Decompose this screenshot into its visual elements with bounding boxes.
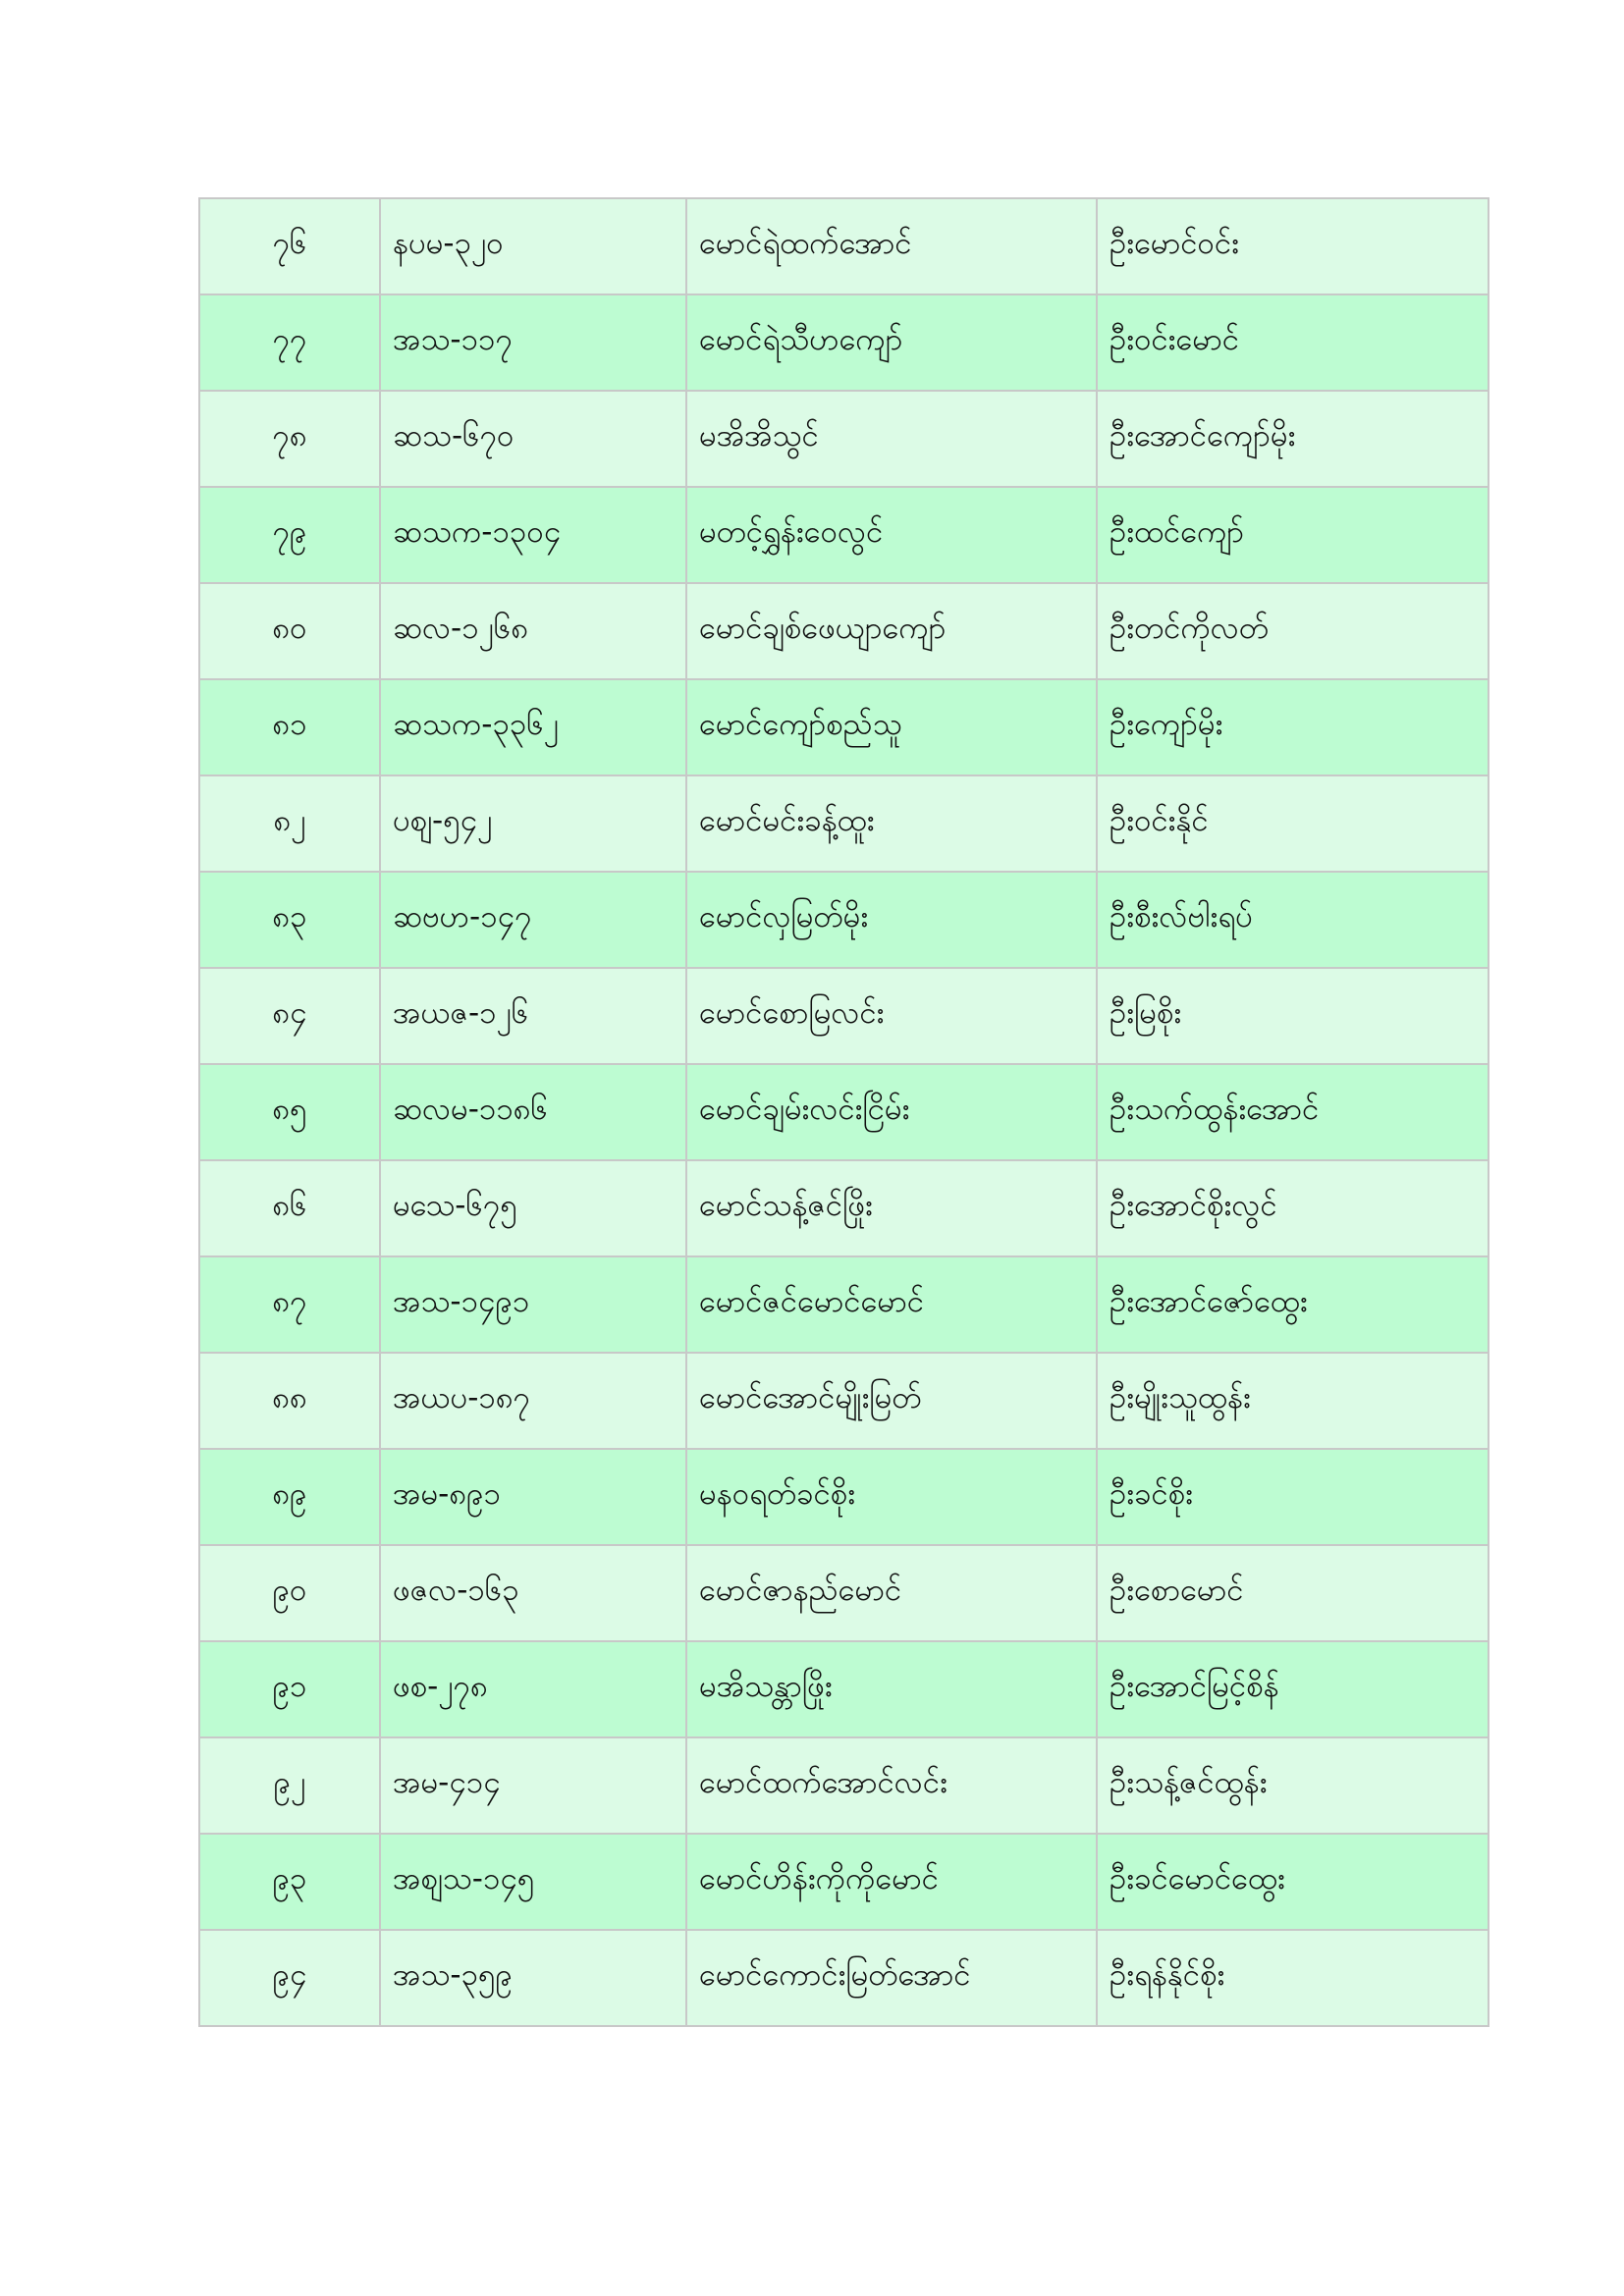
student-name: မောင်ချမ်းလင်းငြိမ်း [686, 1064, 1097, 1160]
table-row [199, 1256, 1489, 1353]
registration-id: မသေ-၆၇၅ [380, 1160, 686, 1256]
registration-id: အမ-၄၁၄ [380, 1737, 686, 1834]
table-row [199, 1545, 1489, 1641]
table-row [199, 1930, 1489, 2026]
table-row [199, 679, 1489, 775]
registration-id: ဆဗဟ-၁၄၇ [380, 872, 686, 968]
registration-id: အစျသ-၁၄၅ [380, 1834, 686, 1930]
table-row [199, 1641, 1489, 1737]
row-number: ၈၅ [199, 1064, 380, 1160]
roster-body [199, 198, 1489, 2026]
student-name: မောင်ရဲသီဟကျော် [686, 294, 1097, 391]
student-name: မနဝရတ်ခင်စိုး [686, 1449, 1097, 1545]
table-row [199, 487, 1489, 583]
row-number: ၈၄ [199, 968, 380, 1064]
row-number: ၉၃ [199, 1834, 380, 1930]
registration-id: အယပ-၁၈၇ [380, 1353, 686, 1449]
table-row [199, 391, 1489, 487]
row-number: ၇၉ [199, 487, 380, 583]
table-row [199, 1353, 1489, 1449]
row-number: ၈၇ [199, 1256, 380, 1353]
table-row [199, 1160, 1489, 1256]
student-name: မောင်ချစ်ဖေယျာကျော် [686, 583, 1097, 679]
table-row [199, 775, 1489, 872]
registration-id: ဆလ-၁၂၆၈ [380, 583, 686, 679]
registration-id: ဆလမ-၁၁၈၆ [380, 1064, 686, 1160]
table-row [199, 583, 1489, 679]
student-name: မောင်ဟိန်းကိုကိုမောင် [686, 1834, 1097, 1930]
row-number: ၉၀ [199, 1545, 380, 1641]
registration-id: ဖဇလ-၁၆၃ [380, 1545, 686, 1641]
father-name: ဦးစီးလ်ဗါးရပ် [1097, 872, 1489, 968]
father-name: ဦးသန့်ဇင်ထွန်း [1097, 1737, 1489, 1834]
student-name: မောင်ကောင်းမြတ်အောင် [686, 1930, 1097, 2026]
father-name: ဦးထင်ကျော် [1097, 487, 1489, 583]
student-name: မောင်ဇာနည်မောင် [686, 1545, 1097, 1641]
student-name: မောင်သန့်ဇင်ဖြိုး [686, 1160, 1097, 1256]
student-name: မအိသန္တာဖြိုး [686, 1641, 1097, 1737]
registration-id: နပမ-၃၂၀ [380, 198, 686, 294]
row-number: ၈၉ [199, 1449, 380, 1545]
row-number: ၇၇ [199, 294, 380, 391]
registration-id: အယဇ-၁၂၆ [380, 968, 686, 1064]
father-name: ဦးသက်ထွန်းအောင် [1097, 1064, 1489, 1160]
row-number: ၈၆ [199, 1160, 380, 1256]
registration-id: အသ-၁၁၇ [380, 294, 686, 391]
row-number: ၈၃ [199, 872, 380, 968]
table-row [199, 968, 1489, 1064]
student-name: မတင့်ရွှန်းဝေလွင် [686, 487, 1097, 583]
student-name: မောင်ရဲထက်အောင် [686, 198, 1097, 294]
father-name: ဦးဝင်းမောင် [1097, 294, 1489, 391]
registration-id: အသ-၃၅၉ [380, 1930, 686, 2026]
student-name: မောင်လှမြတ်မိုး [686, 872, 1097, 968]
registration-id: ဆသက-၁၃၀၄ [380, 487, 686, 583]
table-row [199, 1449, 1489, 1545]
registration-id: ဆသက-၃၃၆၂ [380, 679, 686, 775]
father-name: ဦးတင်ကိုလတ် [1097, 583, 1489, 679]
roster-table [198, 197, 1489, 2027]
student-name: မောင်စောမြလင်း [686, 968, 1097, 1064]
registration-id: အသ-၁၄၉၁ [380, 1256, 686, 1353]
table-row [199, 1064, 1489, 1160]
father-name: ဦးဝင်းနိုင် [1097, 775, 1489, 872]
registration-id: ဆသ-၆၇၀ [380, 391, 686, 487]
row-number: ၇၆ [199, 198, 380, 294]
registration-id: အမ-၈၉၁ [380, 1449, 686, 1545]
registration-id: ဖစ-၂၇၈ [380, 1641, 686, 1737]
father-name: ဦးအောင်ဇော်ထွေး [1097, 1256, 1489, 1353]
father-name: ဦးမောင်ဝင်း [1097, 198, 1489, 294]
father-name: ဦးစောမောင် [1097, 1545, 1489, 1641]
father-name: ဦးအောင်မြင့်စိန် [1097, 1641, 1489, 1737]
row-number: ၈၀ [199, 583, 380, 679]
father-name: ဦးခင်စိုး [1097, 1449, 1489, 1545]
table-row [199, 1834, 1489, 1930]
registration-id: ပစျ-၅၄၂ [380, 775, 686, 872]
father-name: ဦးရန်နိုင်စိုး [1097, 1930, 1489, 2026]
father-name: ဦးအောင်စိုးလွင် [1097, 1160, 1489, 1256]
row-number: ၈၁ [199, 679, 380, 775]
father-name: ဦးအောင်ကျော်မိုး [1097, 391, 1489, 487]
row-number: ၉၂ [199, 1737, 380, 1834]
student-name: မောင်မင်းခန့်ထူး [686, 775, 1097, 872]
row-number: ၉၁ [199, 1641, 380, 1737]
row-number: ၉၄ [199, 1930, 380, 2026]
father-name: ဦးမြစိုး [1097, 968, 1489, 1064]
father-name: ဦးကျော်မိုး [1097, 679, 1489, 775]
table-row [199, 294, 1489, 391]
student-name: မောင်အောင်မျိုးမြတ် [686, 1353, 1097, 1449]
table-row [199, 198, 1489, 294]
row-number: ၇၈ [199, 391, 380, 487]
table-row [199, 872, 1489, 968]
row-number: ၈၂ [199, 775, 380, 872]
student-name: မောင်ထက်အောင်လင်း [686, 1737, 1097, 1834]
row-number: ၈၈ [199, 1353, 380, 1449]
student-name: မောင်ဇင်မောင်မောင် [686, 1256, 1097, 1353]
student-name: မအိအိသွင် [686, 391, 1097, 487]
father-name: ဦးမျိုးသူထွန်း [1097, 1353, 1489, 1449]
father-name: ဦးခင်မောင်ထွေး [1097, 1834, 1489, 1930]
table-row [199, 1737, 1489, 1834]
student-name: မောင်ကျော်စည်သူ [686, 679, 1097, 775]
